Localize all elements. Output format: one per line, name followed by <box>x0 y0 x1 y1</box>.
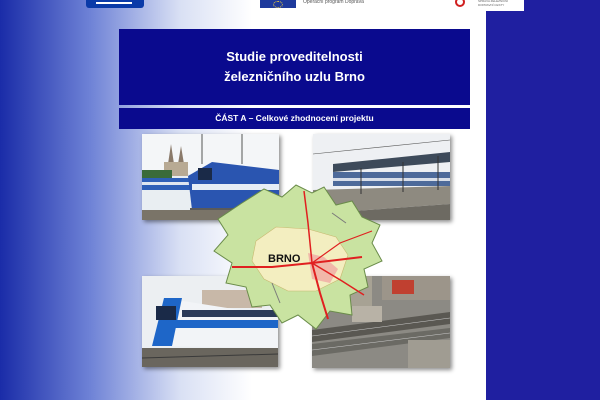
eu-program-caption: Operační program Doprava <box>303 0 364 5</box>
map-city-label: BRNO <box>268 253 301 265</box>
agency-logo-icon <box>455 0 465 7</box>
title-box <box>119 29 470 105</box>
title-line-2: železničního uzlu Brno <box>224 69 365 84</box>
operator-logo <box>86 0 144 8</box>
eu-flag-icon <box>260 0 296 8</box>
right-color-band <box>486 0 600 400</box>
subtitle-box: ČÁST A – Celkové zhodnocení projektu <box>119 108 470 129</box>
agency-caption: SPRÁVA ŽELEZNIČNÍ DOPRAVNÍ CESTY <box>478 0 524 11</box>
title-line-1: Studie proveditelnosti <box>226 49 363 64</box>
